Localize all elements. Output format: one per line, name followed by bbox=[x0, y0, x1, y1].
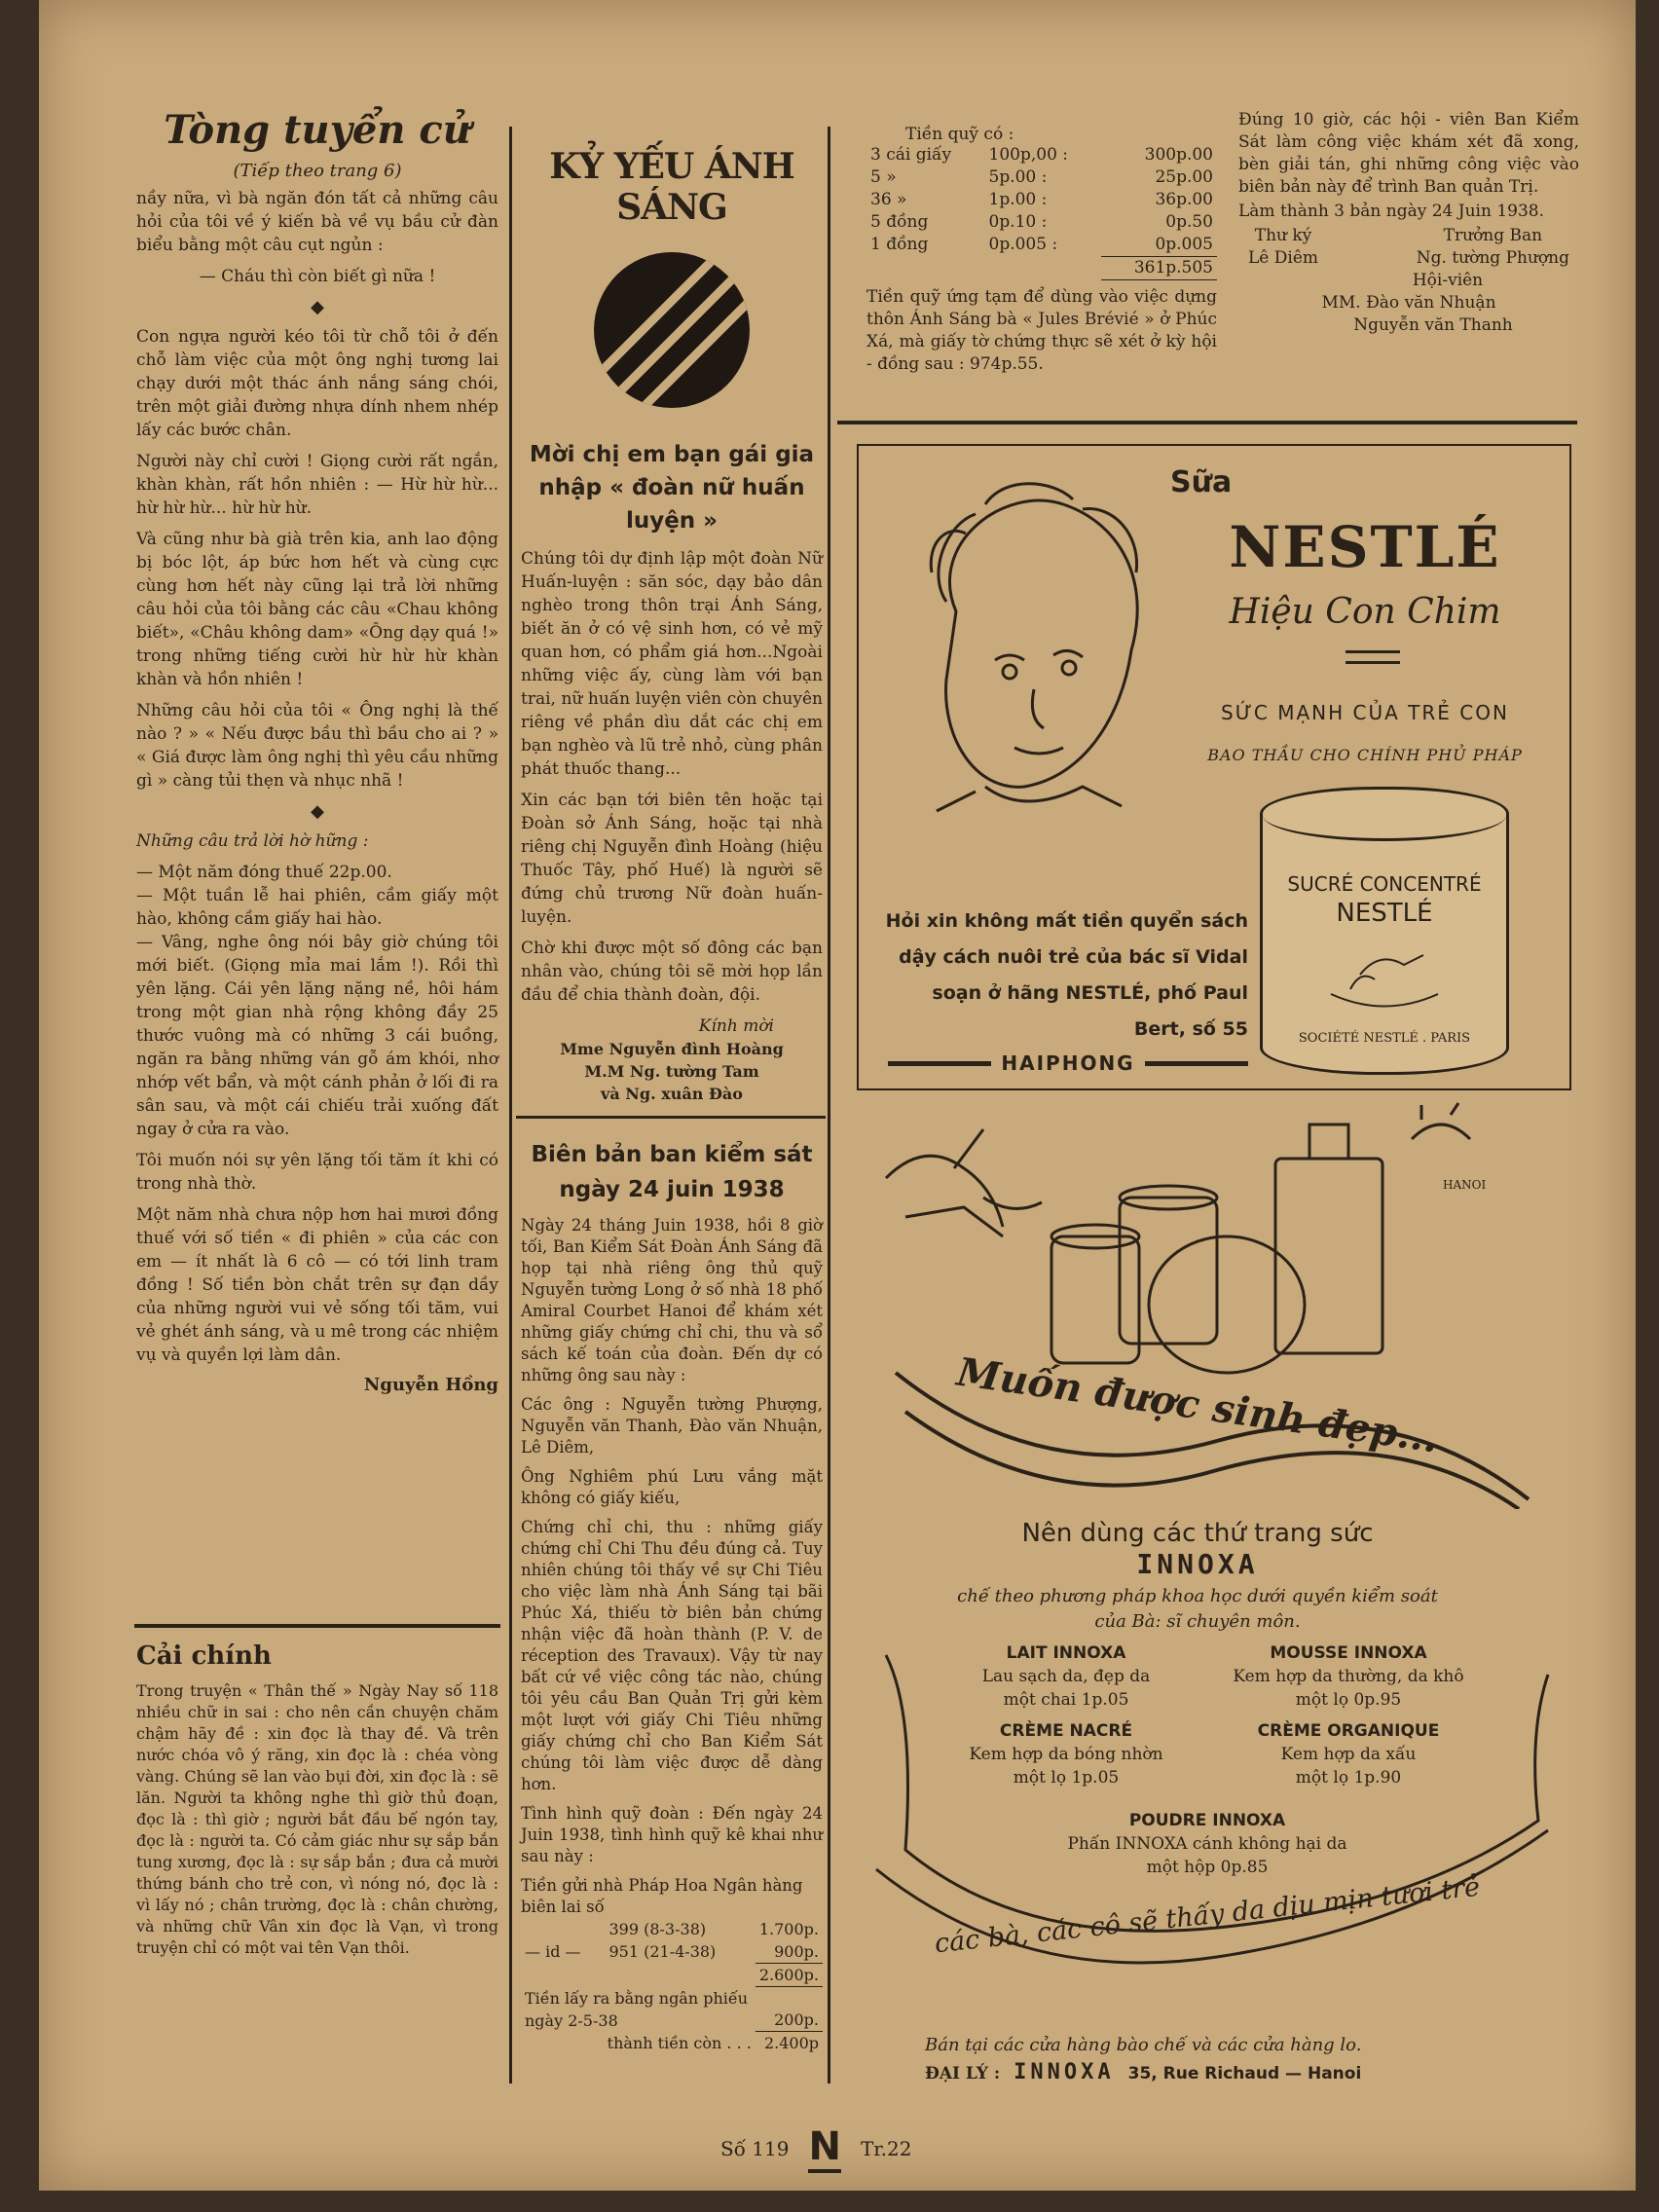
secretary-label: Thư ký bbox=[1254, 226, 1312, 245]
table-row bbox=[521, 1918, 823, 1940]
cell: 0p.005 : bbox=[988, 235, 1058, 255]
report-title: Biên bản ban kiểm sát ngày 24 juin 1938 bbox=[531, 1142, 813, 1202]
divider bbox=[837, 421, 1577, 424]
para: — Một năm đóng thuế 22p.00. bbox=[136, 863, 392, 882]
para: — Vâng, nghe ông nói bây giờ chúng tôi mới biết. (Giọng mỉa mai lắm !). Rồi thì yên lặng. Cái yên lặng nặng nề, hôi hám trong một gian nhà rộng không đầy 25 thước vuông mà có những 3 cái buồng, ngăn ra bằng những ván gỗ ám khói, nhơ nhớp vết bẩn, và một cánh phản ở lối đi ra sân sau, và một cái chiếu trải xuống đất ngay ở cửa ra vào. bbox=[136, 933, 498, 1139]
para: Chứng chỉ chi, thu : những giấy chứng chỉ Chi Thu đều đúng cả. Tuy nhiên chúng tôi thấy về sự Chi Tiêu cho việc làm nhà Ánh Sáng tại bãi Phúc Xá, thiếu tờ biên bản chứng nhận việc đã hoàn thành (P. V. de réception des Travaux). Vậy từ nay bất cứ về việc công tác nào, chúng tôi yêu cầu Ban Quản Trị gửi kèm một lượt với giấy Chi Tiêu những giấy chứng chỉ cho Ban Kiểm Sát chúng tôi làm việc được dễ dàng hơn. bbox=[521, 1518, 823, 1793]
para: Ngày 24 tháng Juin 1938, hồi 8 giờ tối, Ban Kiểm Sát Đoàn Ánh Sáng đã họp tại nhà riêng ông thủ quỹ Nguyễn tường Long ở số nhà 18 phố Amiral Courbet Hanoi để khám xét những giấy chứng chỉ chi, thu và sổ sách kế toán của đoàn. Đến dự có những ông sau này : bbox=[521, 1216, 823, 1384]
remain-label: thành tiền còn . . . bbox=[607, 2033, 752, 2052]
para: Chúng tôi dự định lập một đoàn Nữ Huấn-luyện : săn sóc, dạy bảo dân nghèo trong thôn trại Ánh Sáng, biết ăn ở có vệ sinh hơn, có vẻ mỹ quan hơn, có phẩm giá hơn...Ngoài những việc ấy, cùng làm với bạn trai, nữ huấn luyện viên còn chuyên riêng về phần dìu dắt các chị em bạn nghèo và lũ trẻ nhỏ, cùng phân phát thuốc thang... bbox=[521, 549, 823, 779]
para: Những câu hỏi của tôi « Ông nghị là thế nào ? » « Nếu được bầu thì bầu cho ai ? » « Giá được làm ông nghị thì yêu cầu những gì » càng tủi thẹn và nhục nhã ! bbox=[136, 701, 498, 791]
cash-total: 361p.505 bbox=[1101, 257, 1217, 280]
can-text: NESTLÉ bbox=[1336, 899, 1433, 928]
innoxa-banner-bottom: các bà, các cô sẽ thấy da dịu mịn tươi trẻ bbox=[933, 1871, 1482, 1960]
column-2 bbox=[521, 146, 823, 1105]
cosmetics-illustration bbox=[866, 1100, 1567, 1509]
nestle-supplier: BAO THẦU CHO CHÍNH PHỦ PHÁP bbox=[1207, 746, 1523, 764]
para: — Một tuần lễ hai phiên, cầm giấy một hào, không cầm giấy hai hào. bbox=[136, 886, 498, 929]
row-amount: 900p. bbox=[756, 1940, 823, 1964]
row-amount: 1.700p. bbox=[758, 1920, 819, 1938]
para: Xin các bạn tới biên tên hoặc tại Đoàn sở Ánh Sáng, hoặc tại nhà riêng chị Nguyễn đình Hoàng (hiệu Thuốc Tây, phố Huế) là người sẽ đứng chủ trương Nữ đoàn huấn-luyện. bbox=[521, 791, 823, 927]
continued-note: (Tiếp theo trang 6) bbox=[233, 161, 402, 181]
can-text: SOCIÉTÉ NESTLÉ . PARIS bbox=[1298, 1031, 1471, 1046]
innoxa-ad bbox=[866, 1100, 1567, 2093]
product-desc: Kem hợp da thường, da khô bbox=[1233, 1667, 1464, 1686]
cell: 3 cái giấy bbox=[870, 145, 952, 165]
correction-title: Cải chính bbox=[136, 1641, 272, 1671]
cash-note: Tiền quỹ ứng tạm để dùng vào việc dựng thôn Ánh Sáng bà « Jules Brévié » ở Phúc Xá, mà giấy tờ chứng thực sẽ xét ở kỳ hội - đồng sau : 974p.55. bbox=[866, 287, 1217, 374]
product-desc: Phấn INNOXA cánh không hại da bbox=[1067, 1834, 1347, 1854]
remain-amount: 2.400p bbox=[763, 2034, 819, 2052]
para: nầy nữa, vì bà ngăn đón tất cả những câu hỏi của tôi về ý kiến bà về vụ bầu cử đàn biểu bằng một câu cụt ngủn : bbox=[136, 189, 498, 255]
child-illustration bbox=[888, 465, 1170, 835]
row-label bbox=[521, 1918, 605, 1940]
issue-number: Số 119 bbox=[720, 2137, 790, 2160]
agent-label: ĐẠI LÝ : bbox=[925, 2064, 1001, 2083]
para: Ông Nghiêm phú Lưu vắng mặt không có giấy kiếu, bbox=[521, 1467, 823, 1507]
para: Tôi muốn nói sự yên lặng tối tăm ít khi có trong nhà thờ. bbox=[136, 1151, 498, 1194]
product-price: một lọ 1p.90 bbox=[1295, 1768, 1402, 1788]
diamond-icon: ◆ bbox=[311, 801, 324, 822]
table-row bbox=[866, 234, 1217, 257]
para: Con ngựa người kéo tôi từ chỗ tôi ở đến chỗ làm việc của một ông nghị tương lai chạy dưới một thác ánh nắng sáng chói, trên một giải đường nhựa dính nhem nhép lấy các bước chân. bbox=[136, 327, 498, 440]
member-name: Nguyễn văn Thanh bbox=[1353, 315, 1513, 335]
signer: và Ng. xuân Đào bbox=[601, 1085, 743, 1103]
sun-logo-icon bbox=[521, 247, 823, 417]
row-ref: 399 (8-3-38) bbox=[608, 1920, 707, 1938]
product-desc: Kem hợp da xấu bbox=[1280, 1745, 1417, 1764]
divider bbox=[516, 1116, 826, 1119]
para: Và cũng như bà già trên kia, anh lao động bị bóc lột, áp bức hơn hết và cùng cực cùng hơn hết này cũng lại trả lời những câu hỏi của tôi bằng các câu «Chau không biết», «Châu không dam» «Ông dạy quá !» trong những tiếng cười hừ hừ hừ khàn khàn và hồn nhiên ! bbox=[136, 530, 498, 689]
signer: M.M Ng. tường Tam bbox=[584, 1062, 759, 1081]
nestle-offer: Hỏi xin không mất tiền quyển sách dậy cách nuôi trẻ của bác sĩ Vidal soạn ở hãng NESTLÉ, phố Paul Bert, số 55 bbox=[885, 910, 1248, 1040]
cell: 5p.00 : bbox=[988, 167, 1048, 187]
table-row bbox=[866, 166, 1217, 189]
product-name: MOUSSE INNOXA bbox=[1270, 1643, 1427, 1663]
product-price: một chai 1p.05 bbox=[1003, 1690, 1129, 1710]
ngay-nay-logo: N bbox=[808, 2124, 840, 2173]
withdraw-label: Tiền lấy ra bằng ngân phiếu ngày 2-5-38 bbox=[525, 1988, 749, 2030]
member-label: Hội-viên bbox=[1412, 271, 1484, 290]
product-desc: Lau sạch da, đẹp da bbox=[981, 1667, 1151, 1686]
nestle-city: HAIPHONG bbox=[1001, 1051, 1135, 1075]
table-row bbox=[866, 257, 1217, 280]
kinh-moi: Kính mời bbox=[698, 1016, 774, 1036]
para: Chờ khi được một số đông các bạn nhân vào, chúng tôi sẽ mời họp lần đầu để chia thành đoàn, đội. bbox=[521, 939, 823, 1005]
chief-label: Trưởng Ban bbox=[1443, 226, 1543, 245]
nestle-slogan: SỨC MẠNH CỦA TRẺ CON bbox=[1221, 701, 1509, 724]
cell: 5 đồng bbox=[870, 212, 929, 232]
correction-text: Trong truyện « Thân thế » Ngày Nay số 118 nhiều chữ in sai : cho nên cần chuyện chăm chậm hãy đề : xin đọc là thay đề. Và trên nước chóa vô ý răng, xin đọc là : chéa vòng vàng. Chúng sẽ lan vào bụi đời, xin đọc là : sẽ lăn. Người ta không nghe thì giờ thủ đoạn, đọc là : thì giờ ; người bắt đầu bế ngón tay, đọc là : người ta. Có cảm giác như sự sắp bắn tung xương, đọc là : sự sắp bắn ; đưa cả mười thứng bánh cho trẻ con, vì nóng nó, đọc là : vì lấy nó ; chân trường, đọc là : chân chường, và những chữ Vân xin đọc là Vạn, vì trong truyện chỉ có một vai tên Vạn thôi. bbox=[136, 1681, 498, 1957]
cell: 36 » bbox=[870, 190, 907, 209]
product-name: CRÈME NACRÉ bbox=[999, 1721, 1133, 1741]
table-row bbox=[521, 1964, 823, 1987]
innoxa-brand: INNOXA bbox=[1136, 1548, 1259, 1580]
invite-title: Mời chị em bạn gái gia nhập « đoàn nữ huấn luyện » bbox=[529, 442, 815, 534]
jar-label: HANOI bbox=[1443, 1178, 1487, 1192]
cell: 100p,00 : bbox=[988, 145, 1069, 165]
product-price: một hộp 0p.85 bbox=[1146, 1858, 1269, 1877]
bank-table bbox=[521, 1918, 823, 2054]
newspaper-page bbox=[39, 0, 1636, 2191]
cell: 1p.00 : bbox=[988, 190, 1048, 209]
para: Một năm nhà chưa nộp hơn hai mươi đồng thuế với số tiền « đi phiên » của các con em — ít nhất là 6 cô — có tới linh tram đồng ! Số tiền bòn chắt trên sự đạn dầy của những người vui vẻ sống tối tăm, vui vẻ ghét ánh sáng, và u mê trong các nhiệm vụ và quyền lợi làm dân. bbox=[136, 1205, 498, 1365]
section-title: KỶ YẾU ÁNH SÁNG bbox=[549, 146, 794, 228]
bank-total: 2.600p. bbox=[756, 1964, 823, 1987]
table-row bbox=[866, 211, 1217, 234]
made-note: Làm thành 3 bản ngày 24 Juin 1938. bbox=[1238, 202, 1544, 221]
page-number: Tr.22 bbox=[860, 2137, 912, 2160]
divider bbox=[134, 1624, 500, 1628]
product-name: CRÈME ORGANIQUE bbox=[1257, 1721, 1440, 1741]
chief-name: Ng. tường Phượng bbox=[1416, 248, 1569, 268]
cell: 300p.00 bbox=[1144, 145, 1213, 165]
article-title: Tòng tuyển cử bbox=[164, 107, 471, 153]
product-price: một lọ 1p.05 bbox=[1013, 1768, 1120, 1788]
agent-address: 35, Rue Richaud — Hanoi bbox=[1127, 2064, 1362, 2083]
product-desc: Kem hợp da bóng nhờn bbox=[969, 1745, 1163, 1764]
column-rule bbox=[828, 127, 830, 2083]
nestle-sub: Hiệu Con Chim bbox=[1229, 592, 1501, 632]
para: Những câu trả lời hờ hững : bbox=[136, 831, 369, 851]
member-name: MM. Đào văn Nhuận bbox=[1321, 293, 1496, 313]
column-rule bbox=[509, 127, 512, 2083]
table-row bbox=[521, 2032, 823, 2055]
para: Các ông : Nguyễn tường Phượng, Nguyễn văn Thanh, Đào văn Nhuận, Lê Diêm, bbox=[521, 1395, 823, 1456]
cell: 0p.50 bbox=[1165, 212, 1213, 232]
para: Tình hình quỹ đoàn : Đến ngày 24 Juin 1938, tình hình quỹ kê khai như sau này : bbox=[521, 1804, 823, 1865]
cell: 36p.00 bbox=[1155, 190, 1213, 209]
cell: 0p.005 bbox=[1101, 234, 1217, 257]
para: — Cháu thì còn biết gì nữa ! bbox=[199, 267, 436, 286]
column-1 bbox=[136, 107, 498, 1395]
table-row bbox=[866, 189, 1217, 211]
correction-block bbox=[136, 1641, 498, 1967]
cell: 0p.10 : bbox=[988, 212, 1048, 232]
withdraw-amount: 200p. bbox=[756, 1987, 823, 2032]
table-row bbox=[866, 144, 1217, 166]
cell: 1 đồng bbox=[870, 235, 929, 255]
cash-table bbox=[866, 144, 1217, 280]
innoxa-sold: Bán tại các cửa hàng bào chế và các cửa hàng lo. bbox=[925, 2035, 1362, 2055]
cell: 5 » bbox=[870, 167, 897, 187]
bank-label: Tiền gửi nhà Pháp Hoa Ngân hàng biên lai số bbox=[521, 1876, 803, 1916]
diamond-icon: ◆ bbox=[311, 297, 324, 317]
product-name: LAIT INNOXA bbox=[1006, 1643, 1126, 1663]
secretary-name: Lê Diêm bbox=[1248, 248, 1319, 268]
page-footer bbox=[720, 2124, 1071, 2173]
can-text: SUCRÉ CONCENTRÉ bbox=[1287, 872, 1482, 896]
nestle-sua: Sữa bbox=[1170, 465, 1233, 499]
table-row bbox=[521, 1987, 823, 2032]
report-block bbox=[521, 1137, 823, 2054]
para: Người này chỉ cười ! Giọng cười rất ngắn, khàn khàn, rất hồn nhiên : — Hừ hừ hừ... hừ hừ hừ... hừ hừ hừ. bbox=[136, 452, 498, 518]
product-price: một lọ 0p.95 bbox=[1295, 1690, 1402, 1710]
innoxa-note: chế theo phương pháp khoa học dưới quyền kiểm soát của Bà: sĩ chuyên môn. bbox=[957, 1586, 1438, 1632]
nestle-brand: NESTLÉ bbox=[1229, 514, 1501, 580]
product-name: POUDRE INNOXA bbox=[1128, 1811, 1286, 1830]
divider bbox=[1346, 650, 1400, 664]
innoxa-banner-top: Muốn được sinh đẹp... bbox=[954, 1348, 1441, 1462]
report-end bbox=[1238, 109, 1579, 337]
bird-nest-icon bbox=[1321, 936, 1448, 1014]
milk-can bbox=[1260, 787, 1509, 1075]
table-row bbox=[521, 1940, 823, 1964]
cash-title: Tiền quỹ có : bbox=[905, 125, 1014, 144]
cell: 25p.00 bbox=[1155, 167, 1213, 187]
innoxa-intro: Nên dùng các thứ trang sức bbox=[1021, 1519, 1374, 1548]
nestle-ad bbox=[857, 444, 1571, 1090]
cash-block bbox=[866, 125, 1217, 384]
signature: Nguyễn Hồng bbox=[363, 1375, 498, 1395]
para: Đúng 10 giờ, các hội - viên Ban Kiểm Sát làm công việc khám xét đã xong, bèn giải tán, ghi những công việc vào biên bản này để trình Ban quản Trị. bbox=[1238, 110, 1579, 197]
agent-brand: INNOXA bbox=[1014, 2060, 1115, 2084]
row-label: — id — bbox=[525, 1942, 581, 1962]
row-ref: 951 (21-4-38) bbox=[608, 1942, 717, 1962]
signer: Mme Nguyễn đình Hoàng bbox=[560, 1040, 784, 1058]
